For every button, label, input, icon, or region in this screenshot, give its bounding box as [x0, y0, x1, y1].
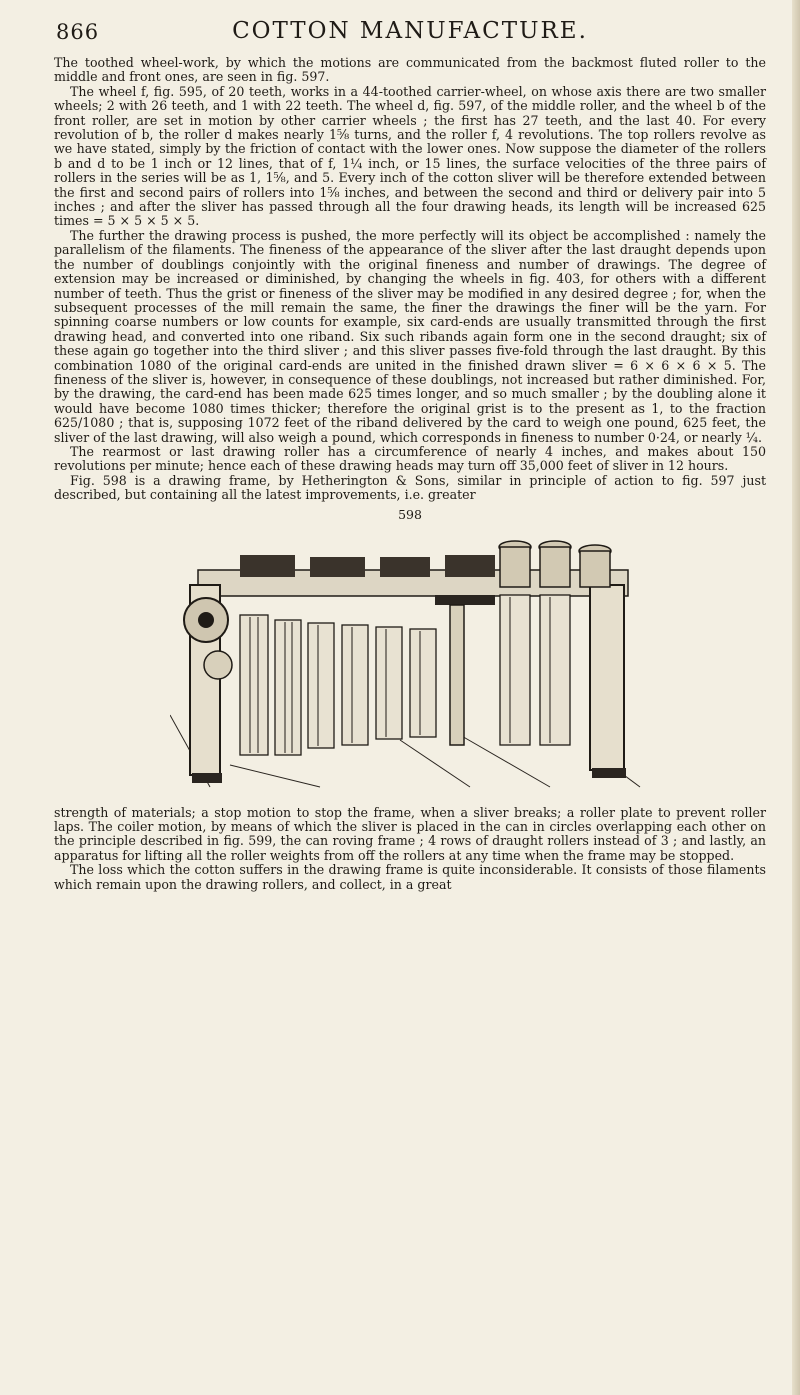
page-number: 866 [56, 20, 100, 44]
paragraph-1: The toothed wheel-work, by which the motions are communicated from the backmost fluted roller to the middle and front ones, are seen in fig. 597. [54, 55, 766, 85]
running-head: COTTON MANUFACTURE. [232, 18, 588, 44]
page-header [54, 18, 766, 56]
paragraph-7: The loss which the cotton suffers in the drawing frame is quite inconsiderable. It consists of those filaments which remain upon the drawing rollers, and collect, in a great [54, 862, 766, 892]
drawing-frame-engraving [170, 525, 650, 800]
paragraph-5: Fig. 598 is a drawing frame, by Hetherington & Sons, similar in principle of action to fig. 597 just described, but containing all the latest improvements, i.e. greater [54, 472, 766, 503]
paragraph-3: The further the drawing process is pushed, the more perfectly will its object be accomplished : namely the parallelism of the filaments. The fineness of the appearance of the sliver after the last draught depends upon the number of doublings conjointly with the original fineness and number of drawings. The degree of extension may be increased or diminished, by changing the wheels in fig. 403, for others with a different number of teeth. Thus the grist or fineness of the sliver may be modified in any desired degree ; for, when the subsequent processes of the mill remain the same, the finer the drawings the finer will be the yarn. For spinning coarse numbers or low counts for example, six card-ends are usually transmitted through the first drawing head, and converted into one riband. Six such ribands again form one in the second draught; six of these again go together into the third sliver ; and this sliver passes five-fold through the last draught. By this combination 1080 of the original card-ends are united in the finished drawn sliver = 6 × 6 × 6 × 5. The fineness of the sliver is, however, in consequence of these doublings, not increased but rather diminished. For, by the drawing, the card-end has been made 625 times longer, and so much smaller ; by the doubling alone it would have become 1080 times thicker; therefore the original grist is to the present as 1, to the fraction 625/1080 ; that is, supposing 1072 feet of the riband delivered by the card to weigh one pound, 625 feet, the sliver of the last drawing, will also weigh a pound, which corresponds in fineness to number 0·24, or nearly ¼. [54, 227, 766, 445]
paragraph-4: The rearmost or last drawing roller has a circumference of nearly 4 inches, and makes about 150 revolutions per minute; hence each of these drawing heads may turn off 35,000 feet of sliver in 12 hours. [54, 443, 766, 474]
page-edge [792, 0, 800, 1395]
book-page [54, 18, 766, 892]
figure-label: 598 [398, 506, 422, 522]
paragraph-2: The wheel f, fig. 595, of 20 teeth, works in a 44-toothed carrier-wheel, on whose axis there are two smaller wheels; 2 with 26 teeth, and 1 with 22 teeth. The wheel d, fig. 597, of the middle roller, and the wheel b of the front roller, are set in motion by other carrier wheels ; the first has 27 teeth, and the last 40. For every revolution of b, the roller d makes nearly 1⅝ turns, and the roller f, 4 revolutions. The top rollers revolve as we have stated, simply by the friction of contact with the lower ones. Now suppose the diameter of the rollers b and d to be 1 inch or 12 lines, that of f, 1¼ inch, or 15 lines, the surface velocities of the three pairs of rollers in the series will be as 1, 1⅝, and 5. Every inch of the cotton sliver will be therefore extended between the first and second pairs of rollers into 1⅝ inches, and between the second and third or delivery pair into 5 inches ; and after the sliver has passed through all the four drawing heads, its length will be increased 625 times = 5 × 5 × 5 × 5. [54, 83, 766, 229]
paragraph-6: strength of materials; a stop motion to stop the frame, when a sliver breaks; a roller plate to prevent roller laps. The coiler motion, by means of which the sliver is placed in the can in circles overlapping each other on the principle described in fig. 599, the can roving frame ; 4 rows of draught rollers instead of 3 ; and lastly, an apparatus for lifting all the roller weights from off the rollers at any time when the frame may be stopped. [54, 804, 766, 863]
